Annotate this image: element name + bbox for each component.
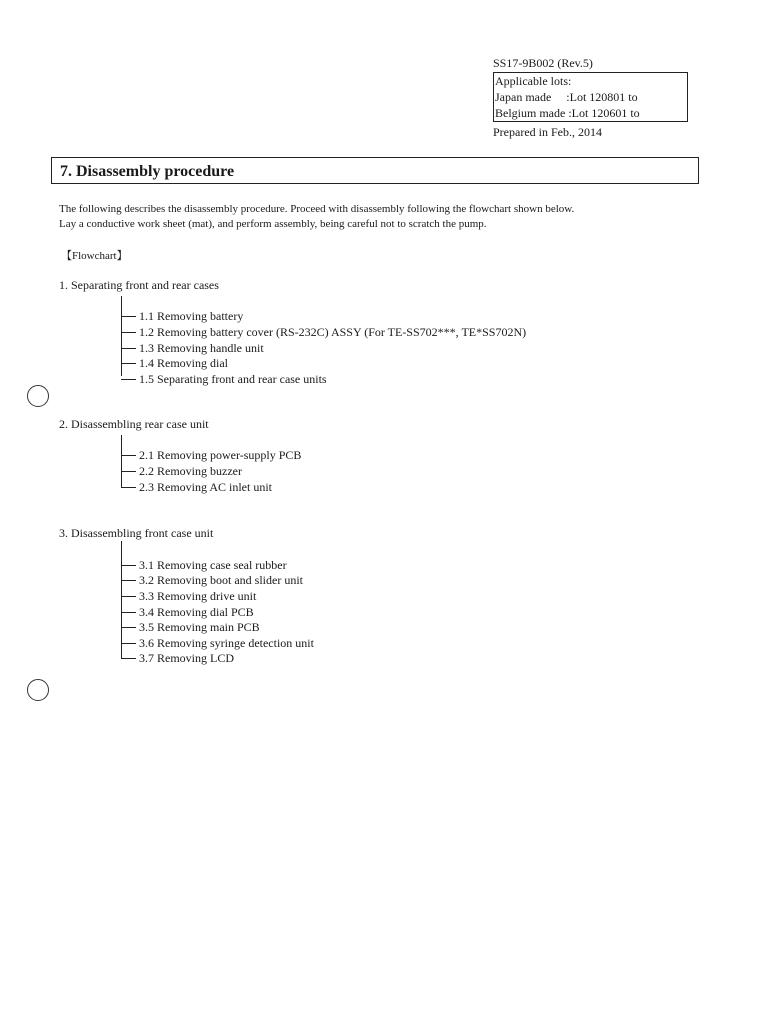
intro-line: Lay a conductive work sheet (mat), and perform assembly, being careful not to scratch the pump.: [59, 218, 487, 230]
intro-line: The following describes the disassembly procedure. Proceed with disassembly following the flowchart shown below.: [59, 203, 575, 215]
group-title: 2. Disassembling rear case unit: [59, 417, 209, 431]
lots-title: Applicable lots:: [495, 74, 572, 88]
group-title: 1. Separating front and rear cases: [59, 278, 219, 292]
applicable-lots-box: [493, 72, 688, 122]
tree-connector: [121, 541, 122, 658]
document-number: SS17-9B002 (Rev.5): [493, 56, 593, 70]
intro-paragraph: [59, 202, 574, 232]
lot-japan: Japan made :Lot 120801 to: [495, 90, 638, 104]
tree-connector: [121, 435, 122, 487]
lot-belgium: Belgium made :Lot 120601 to: [495, 106, 640, 120]
binder-hole-icon: [27, 679, 49, 701]
section-title: 7. Disassembly procedure: [51, 157, 699, 184]
tree-connector: [121, 296, 122, 376]
group-title: 3. Disassembling front case unit: [59, 526, 214, 540]
prepared-date: Prepared in Feb., 2014: [493, 125, 602, 139]
binder-hole-icon: [27, 385, 49, 407]
flowchart-label: 【Flowchart】: [61, 250, 128, 262]
document-header: [493, 56, 688, 140]
